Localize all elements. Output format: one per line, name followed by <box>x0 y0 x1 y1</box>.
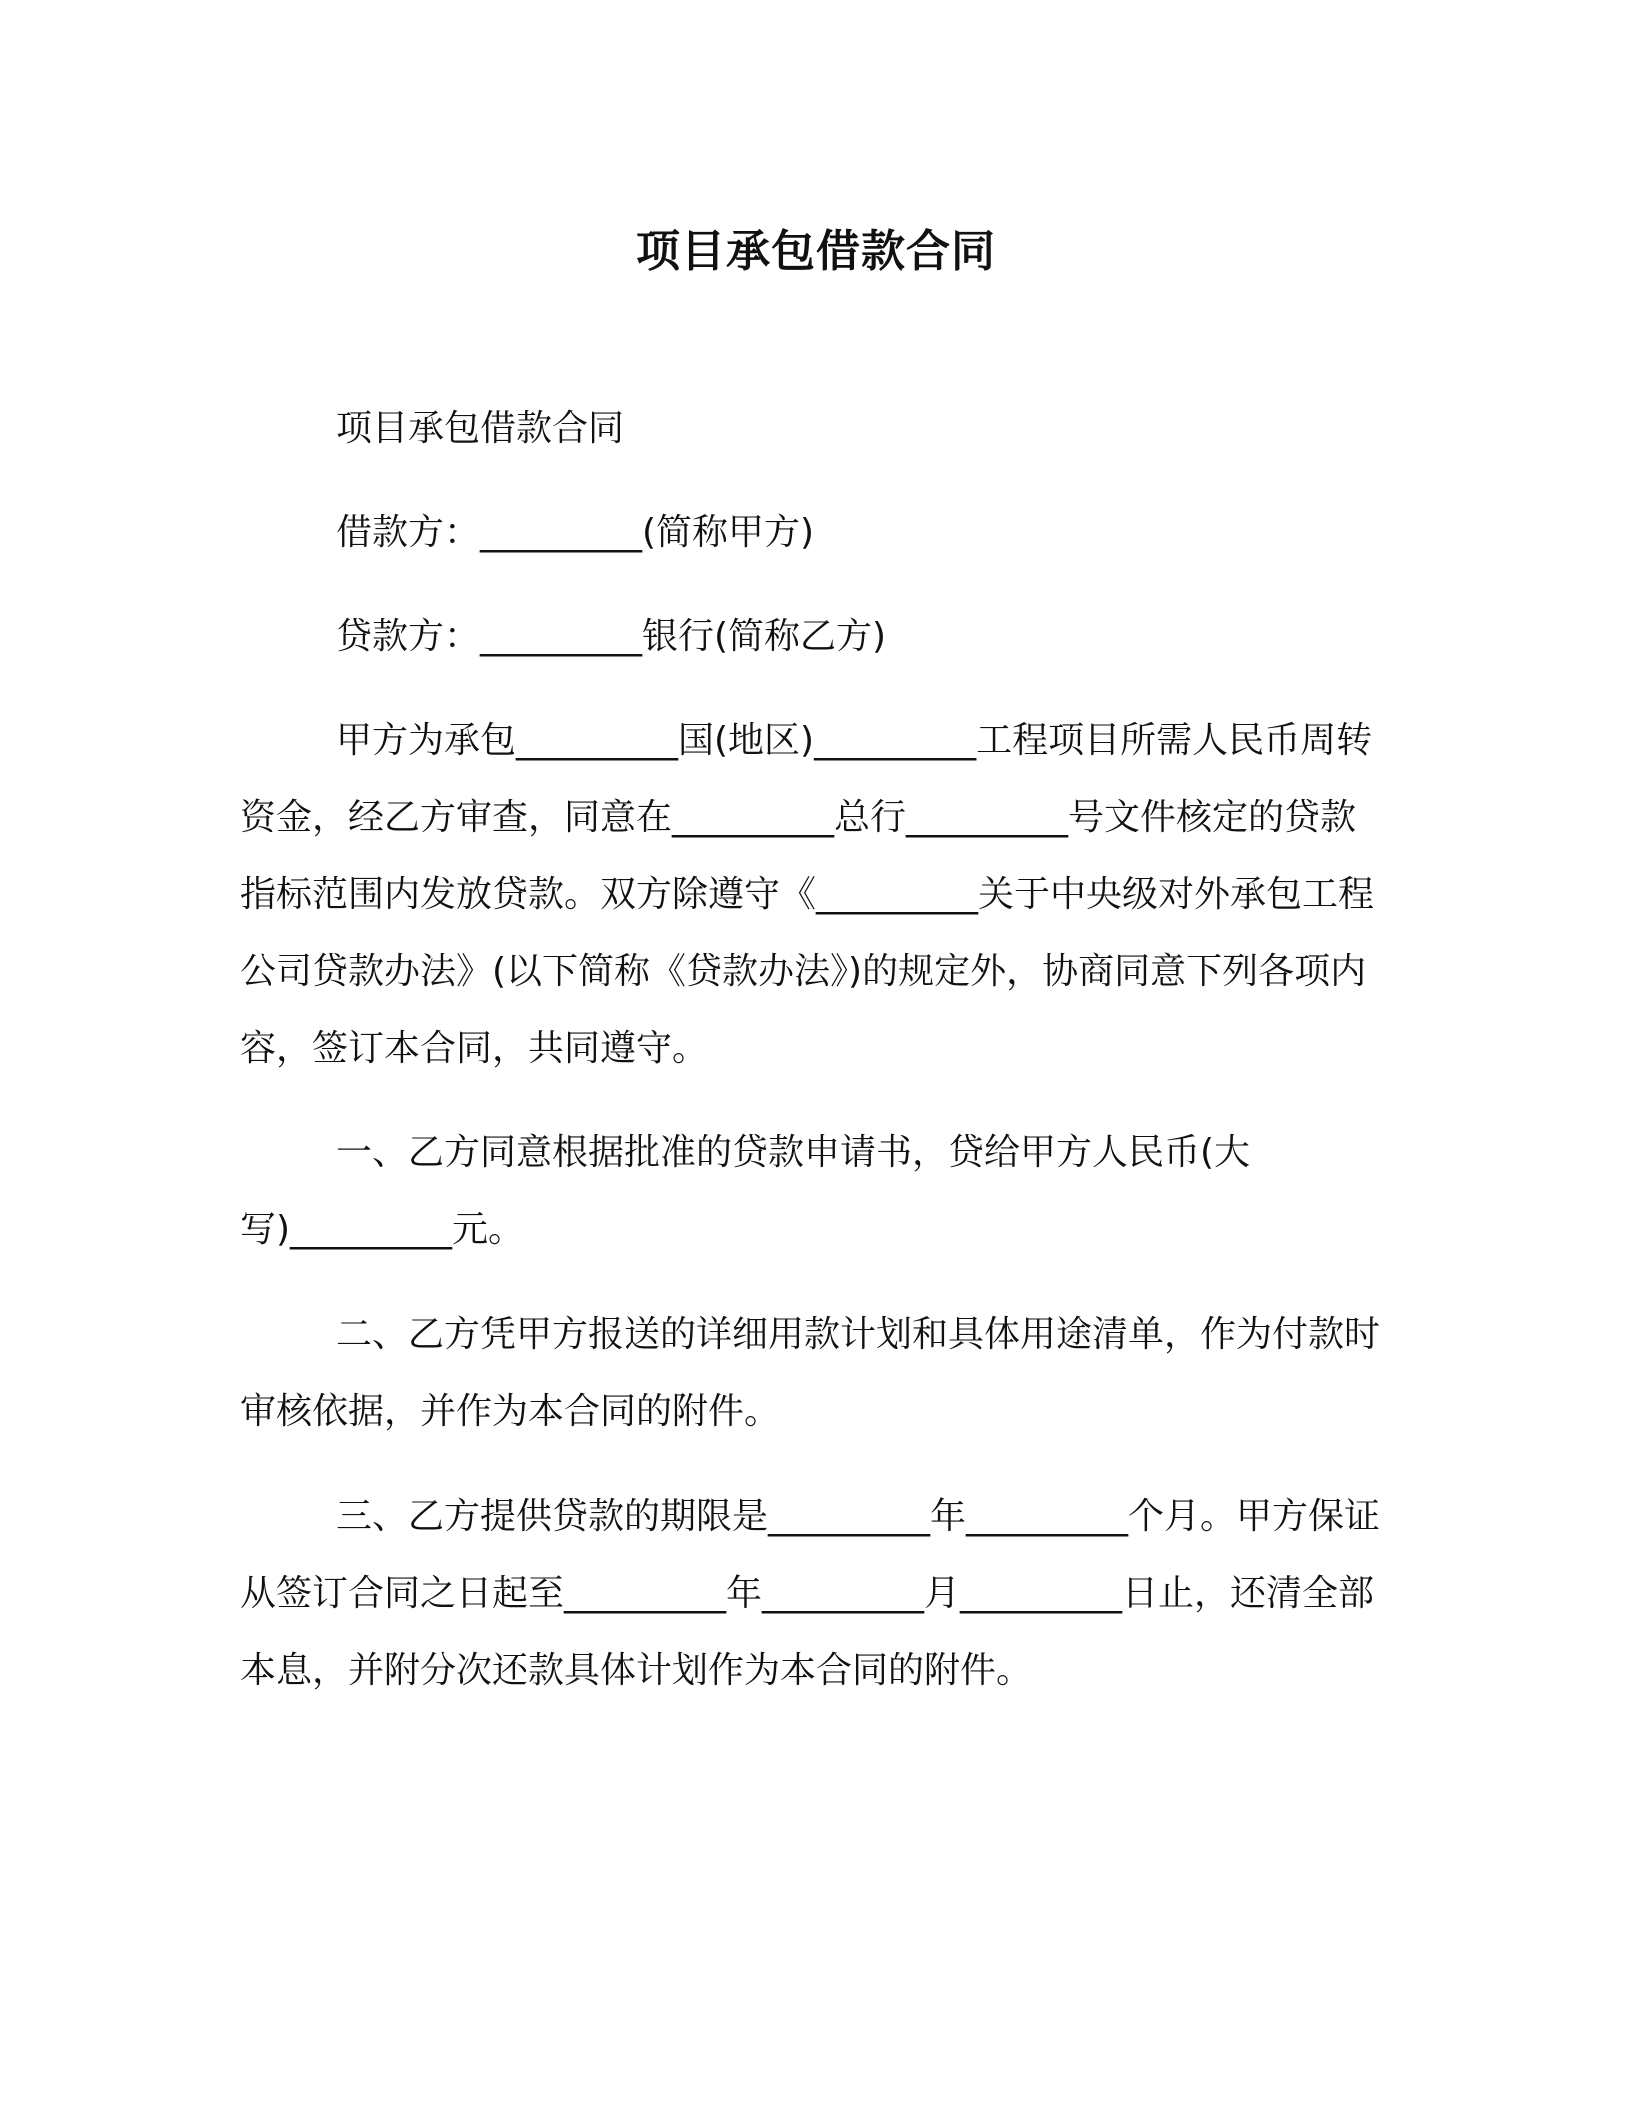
paragraph-clause-2: 二、乙方凭甲方报送的详细用款计划和具体用途清单，作为付款时审核依据，并作为本合同的附件。 <box>240 1314 1381 1432</box>
paragraph-borrower: 借款方：_________(简称甲方) <box>336 512 815 553</box>
paragraph-heading: 项目承包借款合同 <box>336 408 625 449</box>
document-body <box>240 390 1390 1709</box>
paragraph-clause-1: 一、乙方同意根据批准的贷款申请书，贷给甲方人民币(大写)_________元。 <box>240 1132 1251 1250</box>
paragraph-lender: 贷款方：_________银行(简称乙方) <box>336 616 887 657</box>
document-title: 项目承包借款合同 <box>636 226 996 277</box>
paragraph-preamble: 甲方为承包_________国(地区)_________工程项目所需人民币周转资金，经乙方审查，同意在_________总行_________号文件核定的贷款指标范围内发放贷款。双方除遵守《_________关于中央级对外承包工程公司贷款办法》(以下简称《贷款办法》)的规定外，协商同意下列各项内容，签订本合同，共同遵守。 <box>240 720 1375 1069</box>
paragraph-clause-3: 三、乙方提供贷款的期限是_________年_________个月。甲方保证从签订合同之日起至_________年_________月_________日止，还清全部本息，并附分次还款具体计划作为本合同的附件。 <box>240 1496 1381 1691</box>
